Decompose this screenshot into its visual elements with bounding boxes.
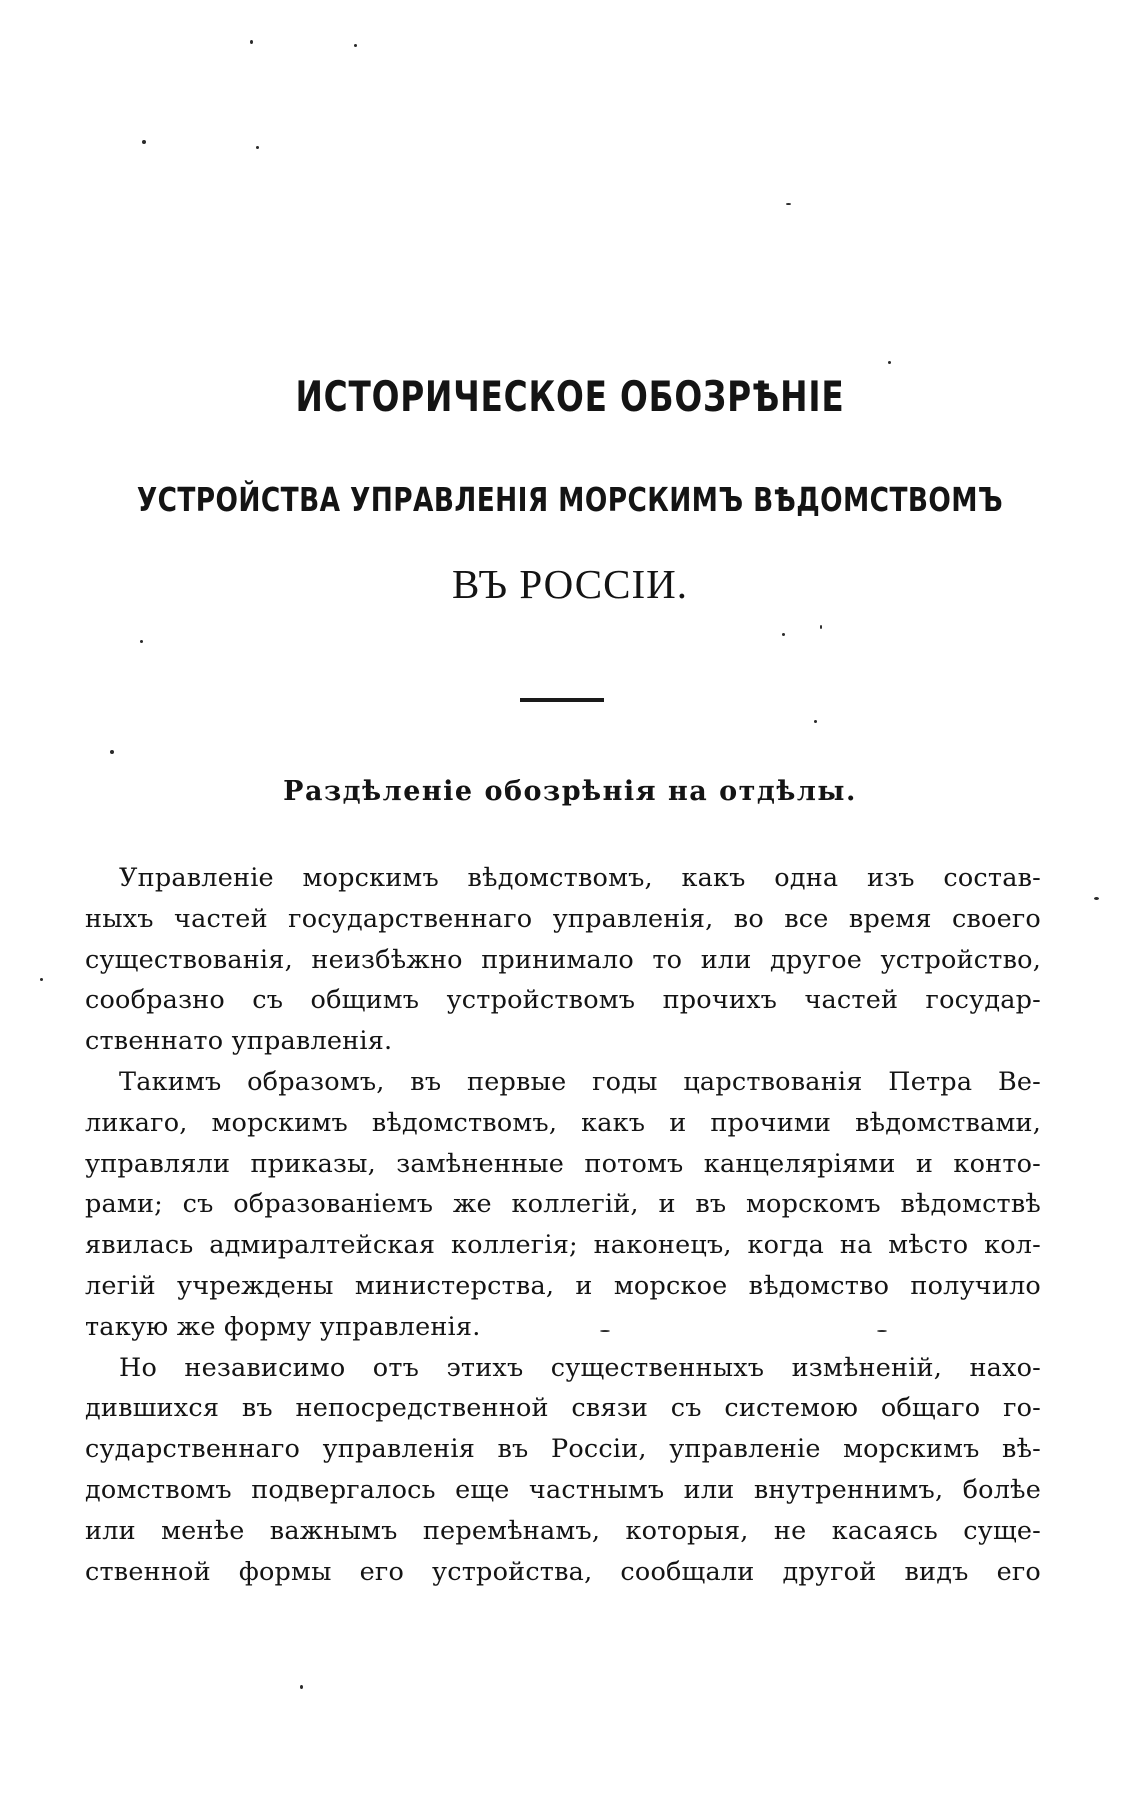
title-divider [520, 698, 604, 702]
text-line: рами; съ образованіемъ же коллегій, и въ морскомъ вѣдомствѣ [85, 1189, 1041, 1220]
text-line: ликаго, морскимъ вѣдомствомъ, какъ и прочими вѣдомствами, [85, 1107, 1041, 1138]
text-line: такую же форму управленія. [85, 1311, 481, 1342]
scan-speck [142, 140, 146, 144]
scan-speck [110, 750, 114, 754]
scan-speck [782, 633, 785, 636]
text-line: Такимъ образомъ, въ первые годы царствованія Петра Ве- [119, 1066, 1041, 1097]
body-text [85, 858, 1041, 1592]
paragraph-1 [85, 858, 1041, 1062]
page-title: ИСТОРИЧЕСКОЕ ОБОЗРѢНІЕ [295, 372, 845, 421]
text-line: ныхъ частей государственнаго управленія, во все время своего [85, 903, 1041, 934]
text-line: или менѣе важнымъ перемѣнамъ, которыя, не касаясь суще- [85, 1515, 1041, 1546]
paragraph-2 [85, 1062, 1041, 1348]
text-line: Управленіе морскимъ вѣдомствомъ, какъ одна изъ состав- [119, 863, 1041, 893]
scan-speck [140, 640, 143, 643]
text-line: существованія, неизбѣжно принимало то или другое устройство, [85, 944, 1041, 975]
text-line: дившихся въ непосредственной связи съ системою общаго го- [85, 1393, 1041, 1424]
paragraph-3 [85, 1348, 1041, 1593]
text-line: управляли приказы, замѣненные потомъ канцеляріями и конто- [85, 1148, 1041, 1179]
text-line: сообразно съ общимъ устройствомъ прочихъ частей государ- [85, 985, 1041, 1016]
scan-speck [250, 40, 253, 44]
text-line: явилась адмиралтейская коллегія; наконецъ, когда на мѣсто кол- [85, 1230, 1041, 1261]
text-line: легій учреждены министерства, и морское вѣдомство получило [85, 1270, 1041, 1301]
scan-speck [1094, 897, 1099, 900]
scan-speck [814, 720, 817, 723]
scan-speck [256, 146, 259, 149]
scan-speck [354, 44, 357, 47]
page-subtitle: УСТРОЙСТВА УПРАВЛЕНІЯ МОРСКИМЪ ВѢДОМСТВОМЪ [136, 480, 1004, 519]
text-line: ственной формы его устройства, сообщали другой видъ его [85, 1556, 1041, 1587]
scan-speck [888, 361, 891, 364]
section-heading: Раздѣленіе обозрѣнія на отдѣлы. [283, 776, 857, 807]
text-line: ственнато управленія. [85, 1026, 393, 1057]
text-line: домствомъ подвергалось еще частнымъ или внутреннимъ, болѣе [85, 1474, 1041, 1505]
scan-speck [786, 203, 791, 205]
text-line: Но независимо отъ этихъ существенныхъ измѣненій, нахо- [119, 1352, 1041, 1383]
scan-speck [300, 1685, 303, 1689]
scan-speck [820, 625, 822, 629]
scan-speck [40, 978, 43, 981]
text-line: сударственнаго управленія въ Россіи, управленіе морскимъ вѣ- [85, 1434, 1041, 1465]
title-location: ВЪ РОССІИ. [452, 561, 688, 607]
